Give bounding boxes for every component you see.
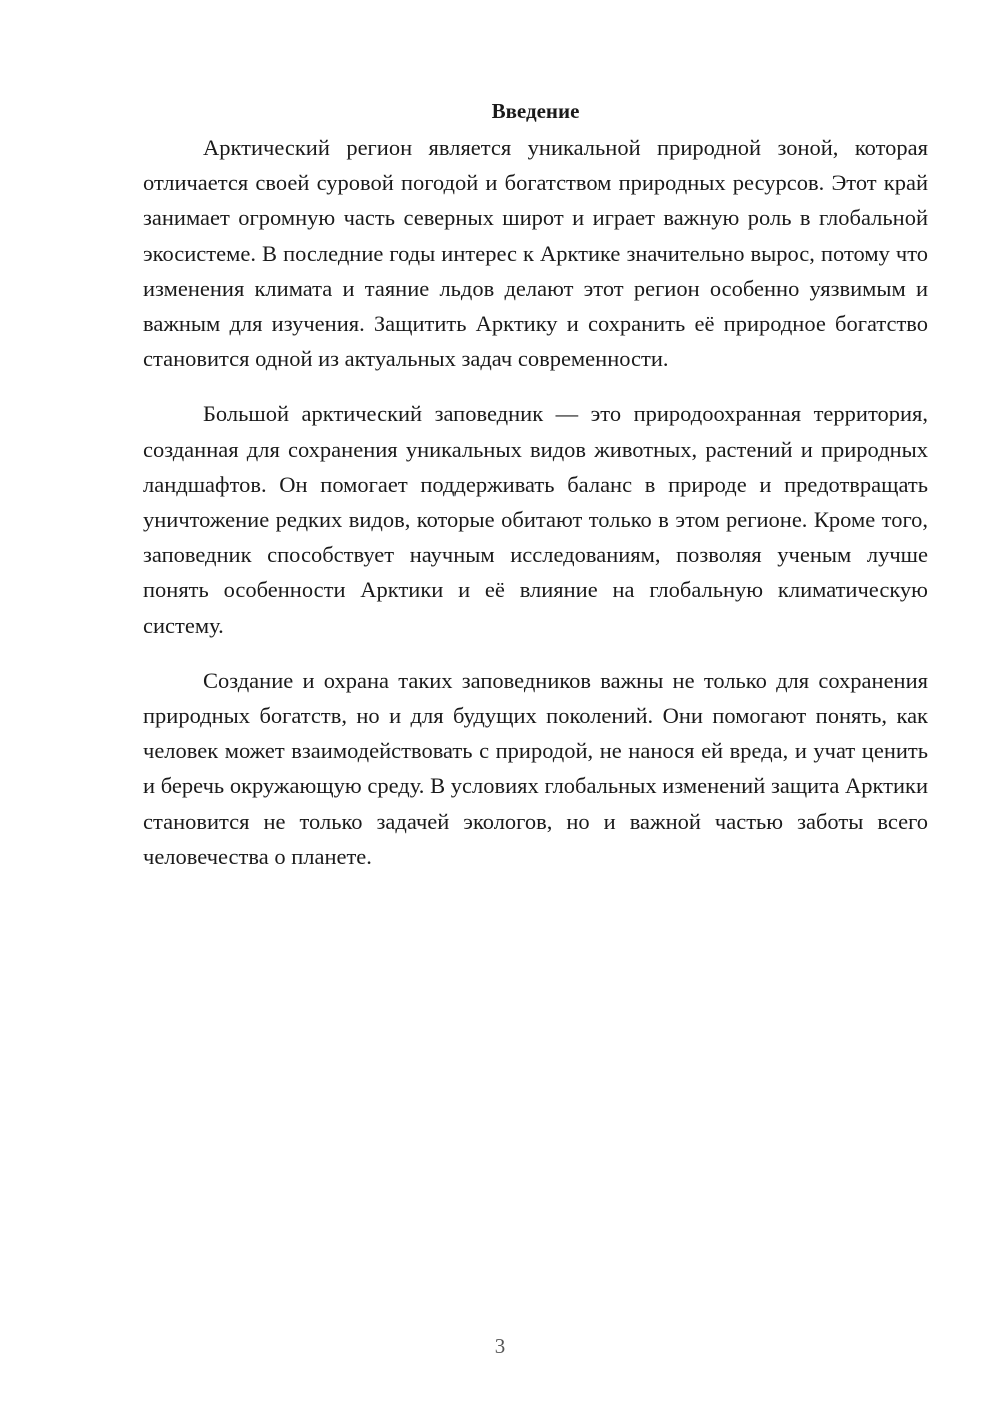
- page-number: 3: [494, 1334, 506, 1358]
- page-content: [143, 96, 928, 894]
- section-title: Введение: [491, 99, 580, 123]
- paragraph-2: Большой арктический заповедник — это природоохранная территория, созданная для сохранения уникальных видов животных, растений и природных ландшафтов. Он помогает поддерживать баланс в природе и предотвращать уничтожение редких видов, которые обитают только в этом регионе. Кроме того, заповедник способствует научным исследованиям, позволяя ученым лучше понять особенности Арктики и её влияние на глобальную климатическую систему.: [143, 401, 928, 638]
- paragraph-3: Создание и охрана таких заповедников важны не только для сохранения природных богатств, но и для будущих поколений. Они помогают понять, как человек может взаимодействовать с природой, не нанося ей вреда, и учат ценить и беречь окружающую среду. В условиях глобальных изменений защита Арктики становится не только задачей экологов, но и важной частью заботы всего человечества о планете.: [143, 667, 928, 869]
- paragraph-1: Арктический регион является уникальной природной зоной, которая отличается своей суровой погодой и богатством природных ресурсов. Этот край занимает огромную часть северных широт и играет важную роль в глобальной экосистеме. В последние годы интерес к Арктике значительно вырос, потому что изменения климата и таяние льдов делают этот регион особенно уязвимым и важным для изучения. Защитить Арктику и сохранить её природное богатство становится одной из актуальных задач современности.: [143, 135, 928, 372]
